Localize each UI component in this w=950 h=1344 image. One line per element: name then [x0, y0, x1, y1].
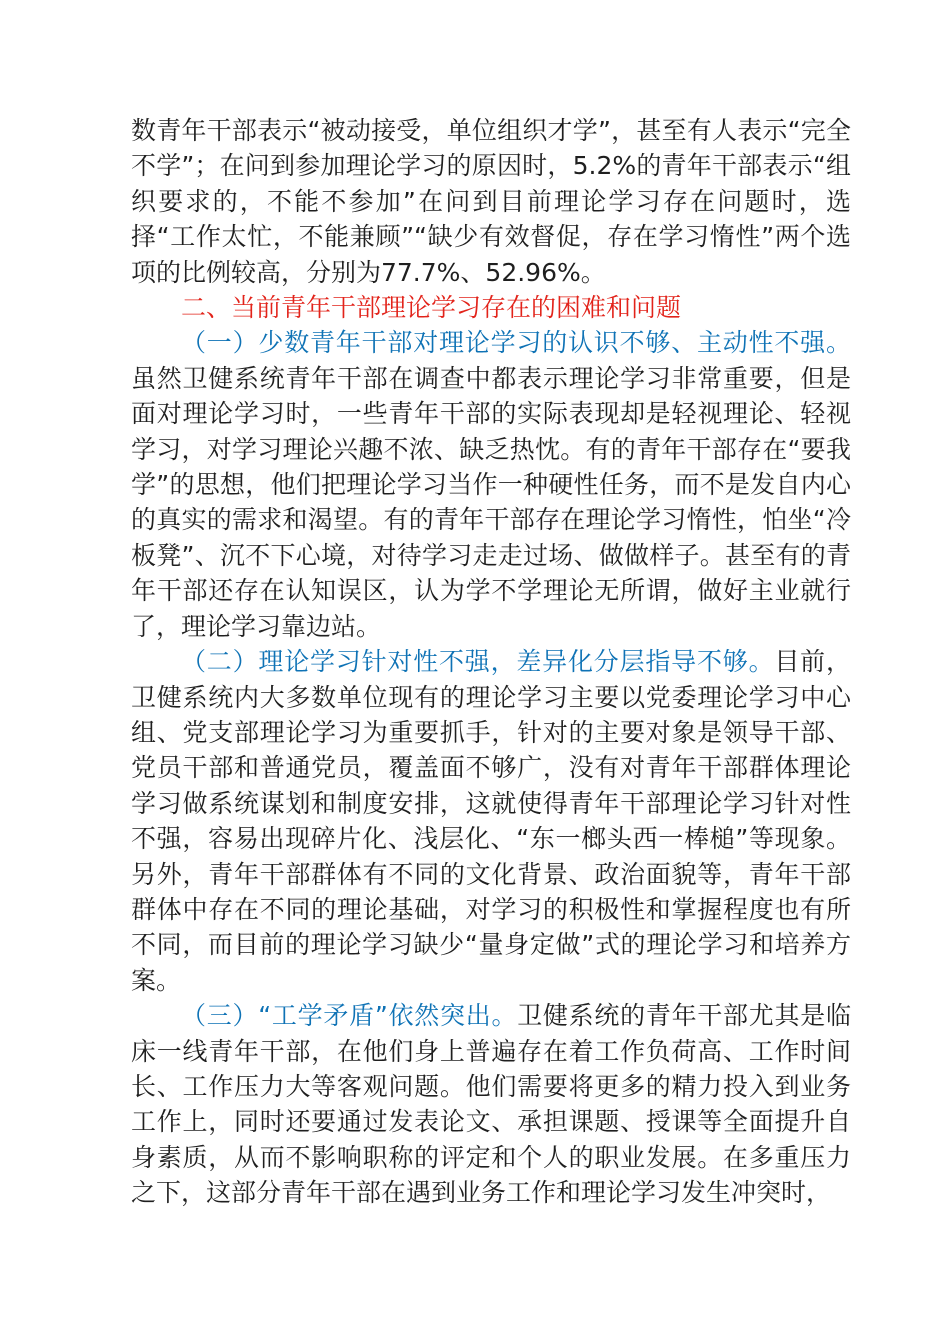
subsection-2-body: 目前，卫健系统内大多数单位现有的理论学习主要以党委理论学习中心组、党支部理论学习为重要抓手，针对的主要对象是领导干部、党员干部和普通党员，覆盖面不够广，没有对青年干部群体理论学习做系统谋划和制度安排，这就使得青年干部理论学习针对性不强，容易出现碎片化、浅层化、“东一榔头西一棒槌”等现象。另外，青年干部群体有不同的文化背景、政治面貌等，青年干部群体中存在不同的理论基础，对学习的积极性和掌握程度也有所不同，而目前的理论学习缺少“量身定做”式的理论学习和培养方案。 [131, 647, 851, 995]
subsection-1-body: 虽然卫健系统青年干部在调查中都表示理论学习非常重要，但是面对理论学习时，一些青年干部的实际表现却是轻视理论、轻视学习，对学习理论兴趣不浓、缺乏热忱。有的青年干部存在“要我学”的思想，他们把理论学习当作一种硬性任务，而不是发自内心的真实的需求和渴望。有的青年干部存在理论学习惰性，怕坐“冷板凳”、沉不下心境，对待学习走走过场、做做样子。甚至有的青年干部还存在认知误区，认为学不学理论无所谓，做好主业就行了，理论学习靠边站。 [131, 363, 851, 641]
section-heading [131, 290, 851, 325]
subsection-2 [131, 644, 851, 998]
subsection-3-heading: （三）“工学矛盾”依然突出。 [181, 1001, 518, 1031]
document-body [131, 113, 851, 1211]
subsection-1 [131, 325, 851, 644]
section-heading-text: 二、当前青年干部理论学习存在的困难和问题 [181, 293, 682, 323]
paragraph-survey-results [131, 113, 851, 290]
subsection-3-body: 卫健系统的青年干部尤其是临床一线青年干部，在他们身上普遍存在着工作负荷高、工作时间长、工作压力大等客观问题。他们需要将更多的精力投入到业务工作上，同时还要通过发表论文、承担课题、授课等全面提升自身素质，从而不影响职称的评定和个人的职业发展。在多重压力之下，这部分青年干部在遇到业务工作和理论学习发生冲突时， [131, 1001, 851, 1208]
subsection-3 [131, 998, 851, 1210]
subsection-1-heading: （一）少数青年干部对理论学习的认识不够、主动性不强。 [181, 328, 851, 358]
subsection-2-heading: （二）理论学习针对性不强，差异化分层指导不够。 [181, 647, 775, 677]
paragraph-text: 数青年干部表示“被动接受，单位组织才学”，甚至有人表示“完全不学”；在问到参加理论学习的原因时，5.2%的青年干部表示“组织要求的，不能不参加”在问到目前理论学习存在问题时，选择“工作太忙，不能兼顾”“缺少有效督促，存在学习惰性”两个选项的比例较高，分别为77.7%、52.96%。 [131, 116, 851, 287]
